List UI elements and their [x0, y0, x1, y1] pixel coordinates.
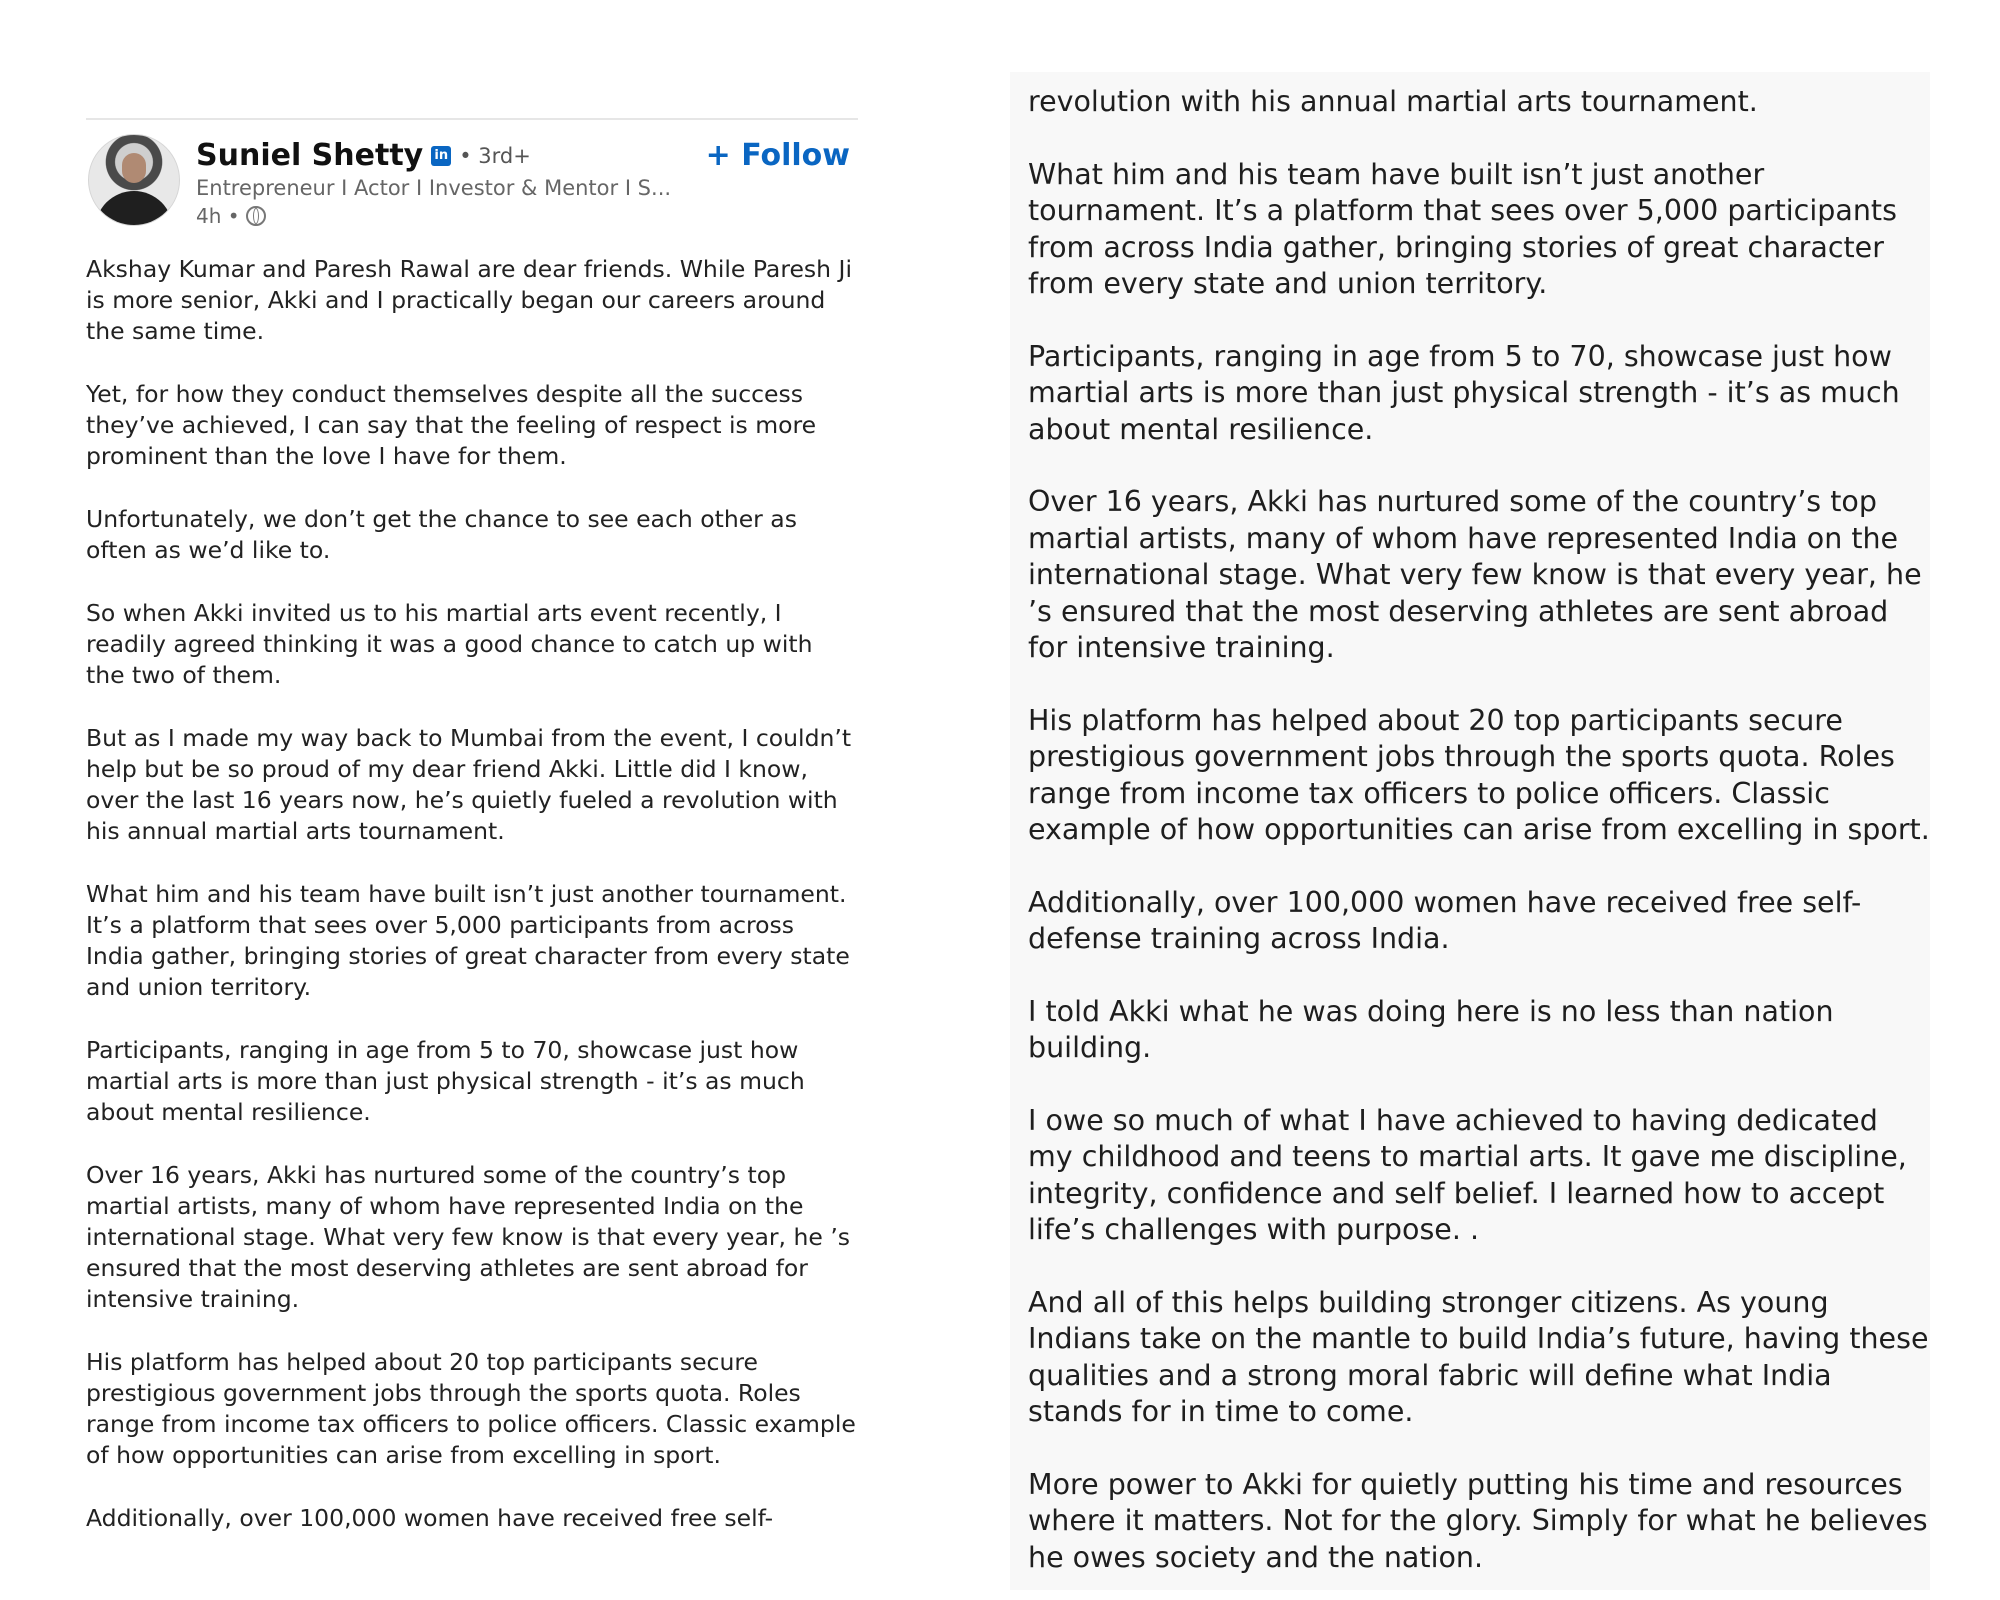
connection-degree: • 3rd+: [459, 143, 531, 168]
post-meta: [196, 204, 266, 228]
author-name-row: [196, 138, 531, 173]
post-paragraph: Participants, ranging in age from 5 to 70, showcase just how martial arts is more than just physical strength - it’s as much about mental resilience.: [1028, 339, 1900, 446]
post-paragraph: What him and his team have built isn’t just another tournament. It’s a platform that sees over 5,000 participants from across India gather, bringing stories of great character from every state and union territory.: [1028, 157, 1897, 300]
post-paragraph-cut: Additionally, over 100,000 women have received free self-: [86, 1504, 774, 1532]
post-paragraph: Over 16 years, Akki has nurtured some of the country’s top martial artists, many of whom have represented India on the international stage. What very few know is that every year, he ’s ensured that the most deserving athletes are sent abroad for intensive training.: [86, 1161, 851, 1313]
linkedin-post-screenshot-right: [1010, 72, 1930, 1590]
post-paragraph: Participants, ranging in age from 5 to 70, showcase just how martial arts is more than just physical strength - it’s as much about mental resilience.: [86, 1036, 805, 1126]
follow-button[interactable]: + Follow: [705, 138, 850, 173]
avatar-face: [122, 153, 146, 183]
author-avatar[interactable]: [88, 134, 180, 226]
avatar-shoulders: [95, 191, 173, 226]
post-body-right: [1010, 72, 1930, 1576]
author-name[interactable]: Suniel Shetty: [196, 138, 424, 173]
post-paragraph-cut: More power to Akki for quietly putting his time and resources where it matters. Not for the glory. Simply for what he believes he owes society and the nation.: [1028, 1467, 1928, 1574]
linkedin-icon: in: [431, 146, 451, 166]
post-header: [86, 120, 858, 246]
post-paragraph: I told Akki what he was doing here is no less than nation building.: [1028, 994, 1834, 1064]
post-paragraph: Akshay Kumar and Paresh Rawal are dear friends. While Paresh Ji is more senior, Akki and I practically began our careers around the same time.: [86, 255, 852, 345]
post-paragraph: Unfortunately, we don’t get the chance to see each other as often as we’d like to.: [86, 505, 797, 564]
post-paragraph: And all of this helps building stronger citizens. As young Indians take on the mantle to build India’s future, having these qualities and a strong moral fabric will define what India stands for in time to come.: [1028, 1285, 1929, 1428]
post-paragraph: Yet, for how they conduct themselves despite all the success they’ve achieved, I can say that the feeling of respect is more prominent than the love I have for them.: [86, 380, 817, 470]
post-paragraph: So when Akki invited us to his martial arts event recently, I readily agreed thinking it was a good chance to catch up with the two of them.: [86, 599, 813, 689]
post-paragraph: His platform has helped about 20 top participants secure prestigious government jobs through the sports quota. Roles range from income tax officers to police officers. Classic example of how opportunities can arise from excelling in sport.: [86, 1348, 856, 1469]
globe-icon: [246, 206, 266, 226]
post-body-left: [86, 246, 858, 1534]
post-paragraph: His platform has helped about 20 top participants secure prestigious government jobs through the sports quota. Roles range from income tax officers to police officers. Classic example of how opportunities can arise from excelling in sport.: [1028, 703, 1930, 846]
author-headline: Entrepreneur I Actor I Investor & Mentor I S...: [196, 176, 672, 200]
post-time: 4h •: [196, 204, 240, 228]
post-paragraph: revolution with his annual martial arts tournament.: [1028, 85, 1758, 118]
post-paragraph: Additionally, over 100,000 women have received free self-defense training across India.: [1028, 885, 1862, 955]
post-paragraph: But as I made my way back to Mumbai from the event, I couldn’t help but be so proud of my dear friend Akki. Little did I know, over the last 16 years now, he’s quietly fueled a revolution with his annual martial arts tournament.: [86, 724, 852, 845]
linkedin-post-screenshot-left: [86, 118, 858, 1560]
post-paragraph: Over 16 years, Akki has nurtured some of the country’s top martial artists, many of whom have represented India on the international stage. What very few know is that every year, he ’s ensured that the most deserving athletes are sent abroad for intensive training.: [1028, 485, 1922, 664]
post-paragraph: What him and his team have built isn’t just another tournament. It’s a platform that sees over 5,000 participants from across India gather, bringing stories of great character from every state and union territory.: [86, 880, 850, 1001]
post-paragraph: I owe so much of what I have achieved to having dedicated my childhood and teens to martial arts. It gave me discipline, integrity, confidence and self belief. I learned how to accept life’s challenges with purpose. .: [1028, 1103, 1907, 1246]
